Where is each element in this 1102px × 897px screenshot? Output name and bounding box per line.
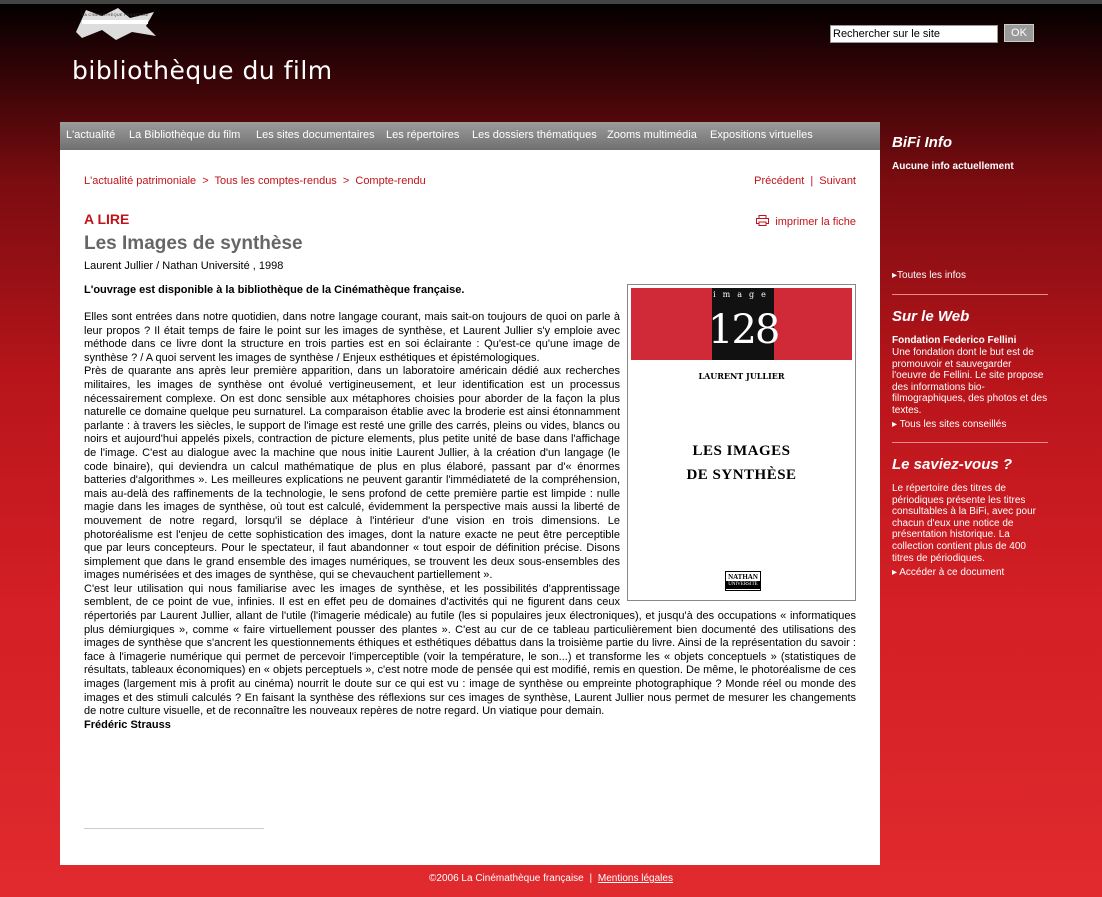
main-nav — [60, 122, 880, 150]
main-content — [60, 150, 880, 865]
breadcrumb-separator: > — [202, 175, 209, 187]
all-sites-label[interactable]: Tous les sites conseillés — [899, 419, 1007, 430]
cover-title-1: LES IMAGES — [692, 443, 791, 459]
all-infos-label[interactable]: Toutes les infos — [897, 270, 966, 281]
article-body — [84, 311, 856, 732]
sidebar-divider — [892, 294, 1048, 295]
bifi-info-title: BiFi Info — [892, 134, 952, 151]
availability-note: L'ouvrage est disponible à la bibliothèque de la Cinémathèque française. — [84, 284, 465, 296]
footer — [0, 873, 1102, 884]
article-title: Les Images de synthèse — [84, 233, 303, 254]
byline: Laurent Jullier / Nathan Université , 1998 — [84, 260, 284, 272]
pager-divider: | — [810, 175, 814, 187]
print-label[interactable]: imprimer la fiche — [775, 216, 856, 228]
previous-link[interactable]: Précédent — [754, 175, 805, 187]
logo-text: LA CINÉMATHÈQUE FRANÇAISE — [82, 12, 149, 17]
breadcrumb — [84, 175, 426, 187]
nav-item-repertoires[interactable]: Les répertoires — [386, 129, 460, 141]
copyright: ©2006 La Cinémathèque française — [429, 873, 584, 884]
arrow-right-icon: ▸ — [892, 270, 898, 281]
document-link[interactable] — [892, 567, 1004, 578]
sidebar-divider — [892, 442, 1048, 443]
cover-title-2: DE SYNTHÈSE — [686, 467, 797, 483]
publisher-sub: UNIVERSITÉ — [726, 581, 760, 589]
cover-author: LAURENT JULLIER — [698, 371, 785, 381]
nav-item-dossiers[interactable]: Les dossiers thématiques — [472, 129, 597, 141]
arrow-right-icon: ▸ — [892, 567, 900, 578]
article-author: Frédéric Strauss — [84, 718, 171, 731]
top-strip — [0, 0, 1102, 4]
search-input[interactable] — [830, 25, 998, 43]
all-infos-link[interactable] — [892, 270, 966, 281]
divider — [84, 828, 264, 829]
all-sites-link[interactable] — [892, 419, 1006, 430]
breadcrumb-item-actualite[interactable]: L'actualité patrimoniale — [84, 175, 197, 187]
footer-divider: | — [589, 873, 593, 884]
breadcrumb-item-compte-rendu: Compte-rendu — [355, 175, 426, 187]
breadcrumb-item-comptes-rendus[interactable]: Tous les comptes-rendus — [214, 175, 337, 187]
next-link[interactable]: Suivant — [819, 175, 856, 187]
article-paragraph: Elles sont entrées dans notre quotidien, dans notre langage courant, mais sait-on toujours de quoi on parle à leur propos ? Il était temps de faire le point sur les images de synthèse, et Laurent Jullier s'y emploie avec méthode dans ce livre dont la structure en trois parties est en soi éclairante : Qu'est-ce qu'une image de synthèse ? / A quoi servent les images de synthèse / Enjeux esthétiques et épistémologiques. — [84, 311, 620, 364]
section-label: A LIRE — [84, 211, 130, 227]
nav-item-bibliotheque[interactable]: La Bibliothèque du film — [129, 129, 241, 141]
saviez-vous-title: Le saviez-vous ? — [892, 456, 1013, 473]
bifi-info-text: Aucune info actuellement — [892, 161, 1014, 172]
article-paragraph: Près de quarante ans après leur première apparition, dans un laboratoire américain dédié aux recherches militaires, les images de synthèse ont évolué vertigineusement, et leur identification est un processus nécessairement complexe. On est donc sensible aux métaphores choisies pour aborder de la façon la plus naturelle ce domaine quelque peu surnaturel. La comparaison établie avec la broderie est ainsi étonnamment parlante : à travers les siècles, le support de l'image est resté une grille des carrés, pleins ou vides, blancs ou noirs et aujourd'hui appelés pixels, contraction de picture elements, plus petite unité de base dans l'affichage de l'image. C'est au dialogue avec la machine que nous initie Laurent Jullier, à la création d'un langage (le code binaire), qui deviendra un calcul mathématique de plus en plus élaboré, passant par d'« énormes batteries d'algorithmes ». Les meilleures explications ne peuvent garantir l'immédiateté de la compréhension, mais au-delà des raffinements de la technologie, le sens profond de cette première partie est limpide : nulle magie dans les images de synthèse, où tout est calculé, évidemment la perspective mais aussi la liberté de mouvement de notre regard, lorsqu'il se déplace à l'intérieur d'une vision en trois dimensions. Le photoréalisme est l'enjeu de cette sophistication des images, dont la nature exacte ne peut être perceptible que par leurs concepteurs. Pour le spectateur, il faut abandonner « tout espoir de définition précise. Disons simplement que dans le grand ensemble des images numériques, se trouvent les deux sous-ensembles des images numérisées et des images de synthèse, qui se chevauchent partiellement ». — [84, 365, 620, 582]
nav-item-expositions[interactable]: Expositions virtuelles — [710, 129, 813, 141]
web-heading[interactable]: Fondation Federico Fellini — [892, 335, 1017, 346]
cover-series: image — [713, 290, 773, 299]
pager — [754, 175, 856, 187]
sur-le-web-title: Sur le Web — [892, 308, 970, 325]
search-box — [830, 24, 1027, 43]
nav-item-actualite[interactable]: L'actualité — [66, 129, 116, 141]
search-ok-button[interactable]: OK — [1004, 24, 1034, 42]
publisher-name: NATHAN — [728, 573, 758, 581]
article-paragraph: C'est leur utilisation qui nous familiarise avec les images de synthèse, et les possibilités d'apprentissage semblent, de ce point de vue, infinies. Il est en effet peu de domaines d'activités qui ne figurent dans ceux répertoriés par Laurent Jullier, allant de l'utile (l'imagerie médicale) au futile (les si populaires jeux électroniques), et jusqu'à des occupations « informatiques plus démiurgiques », comme « faire virtuellement pousser des plantes ». C'est au cur de ce tableau particulièrement bien documenté des utilisations des images de synthèse que s'ancrent les questionnements éthiques et esthétiques débattus dans la troisième partie du livre. Ainsi de la représentation du savoir : face à l'imagerie numérique qui permet de percevoir l'imperceptible (voir la température, le son...) et transforme les « objets conceptuels » (statistiques de résultats, tableaux économiques) en « objets perceptuels », c'est notre mode de pensée qui est modifié, remis en question. De même, le photoréalisme de ces images (largement mis à profit au cinéma) nourrit le doute sur ce qui est vu : image de synthèse ou empreinte photographique ? Monde réel ou monde des images et des stimuli calculés ? En faisant la synthèse des réflexions sur ces images de synthèse, Laurent Jullier nous permet de mesurer les changements de notre culture visuelle, et de reconnaître les nouveaux repères de notre regard. Un viatique pour demain. — [84, 582, 856, 718]
cover-spacer — [620, 311, 856, 601]
print-link[interactable] — [756, 215, 856, 228]
printer-icon — [756, 215, 769, 226]
site-title[interactable]: bibliothèque du film — [72, 56, 333, 85]
web-text: Une fondation dont le but est de promouvoir et sauvegarder l'oeuvre de Fellini. Le site propose des informations bio-filmographiques, des photos et des textes. — [892, 347, 1048, 416]
nav-item-zooms[interactable]: Zooms multimédia — [607, 129, 697, 141]
saviez-vous-text: Le répertoire des titres de périodiques présente les titres consultables à la BiFi, avec pour chacun d'eux une notice de présentation historique. La collection contient plus de 400 titres de périodiques. — [892, 483, 1036, 564]
breadcrumb-separator: > — [342, 175, 350, 187]
nav-item-sites-documentaires[interactable]: Les sites documentaires — [256, 129, 375, 141]
document-label[interactable]: Accéder à ce document — [899, 567, 1005, 578]
arrow-right-icon: ▸ — [892, 419, 900, 430]
cover-number: 128 — [708, 307, 779, 353]
legal-link[interactable]: Mentions légales — [597, 873, 673, 884]
